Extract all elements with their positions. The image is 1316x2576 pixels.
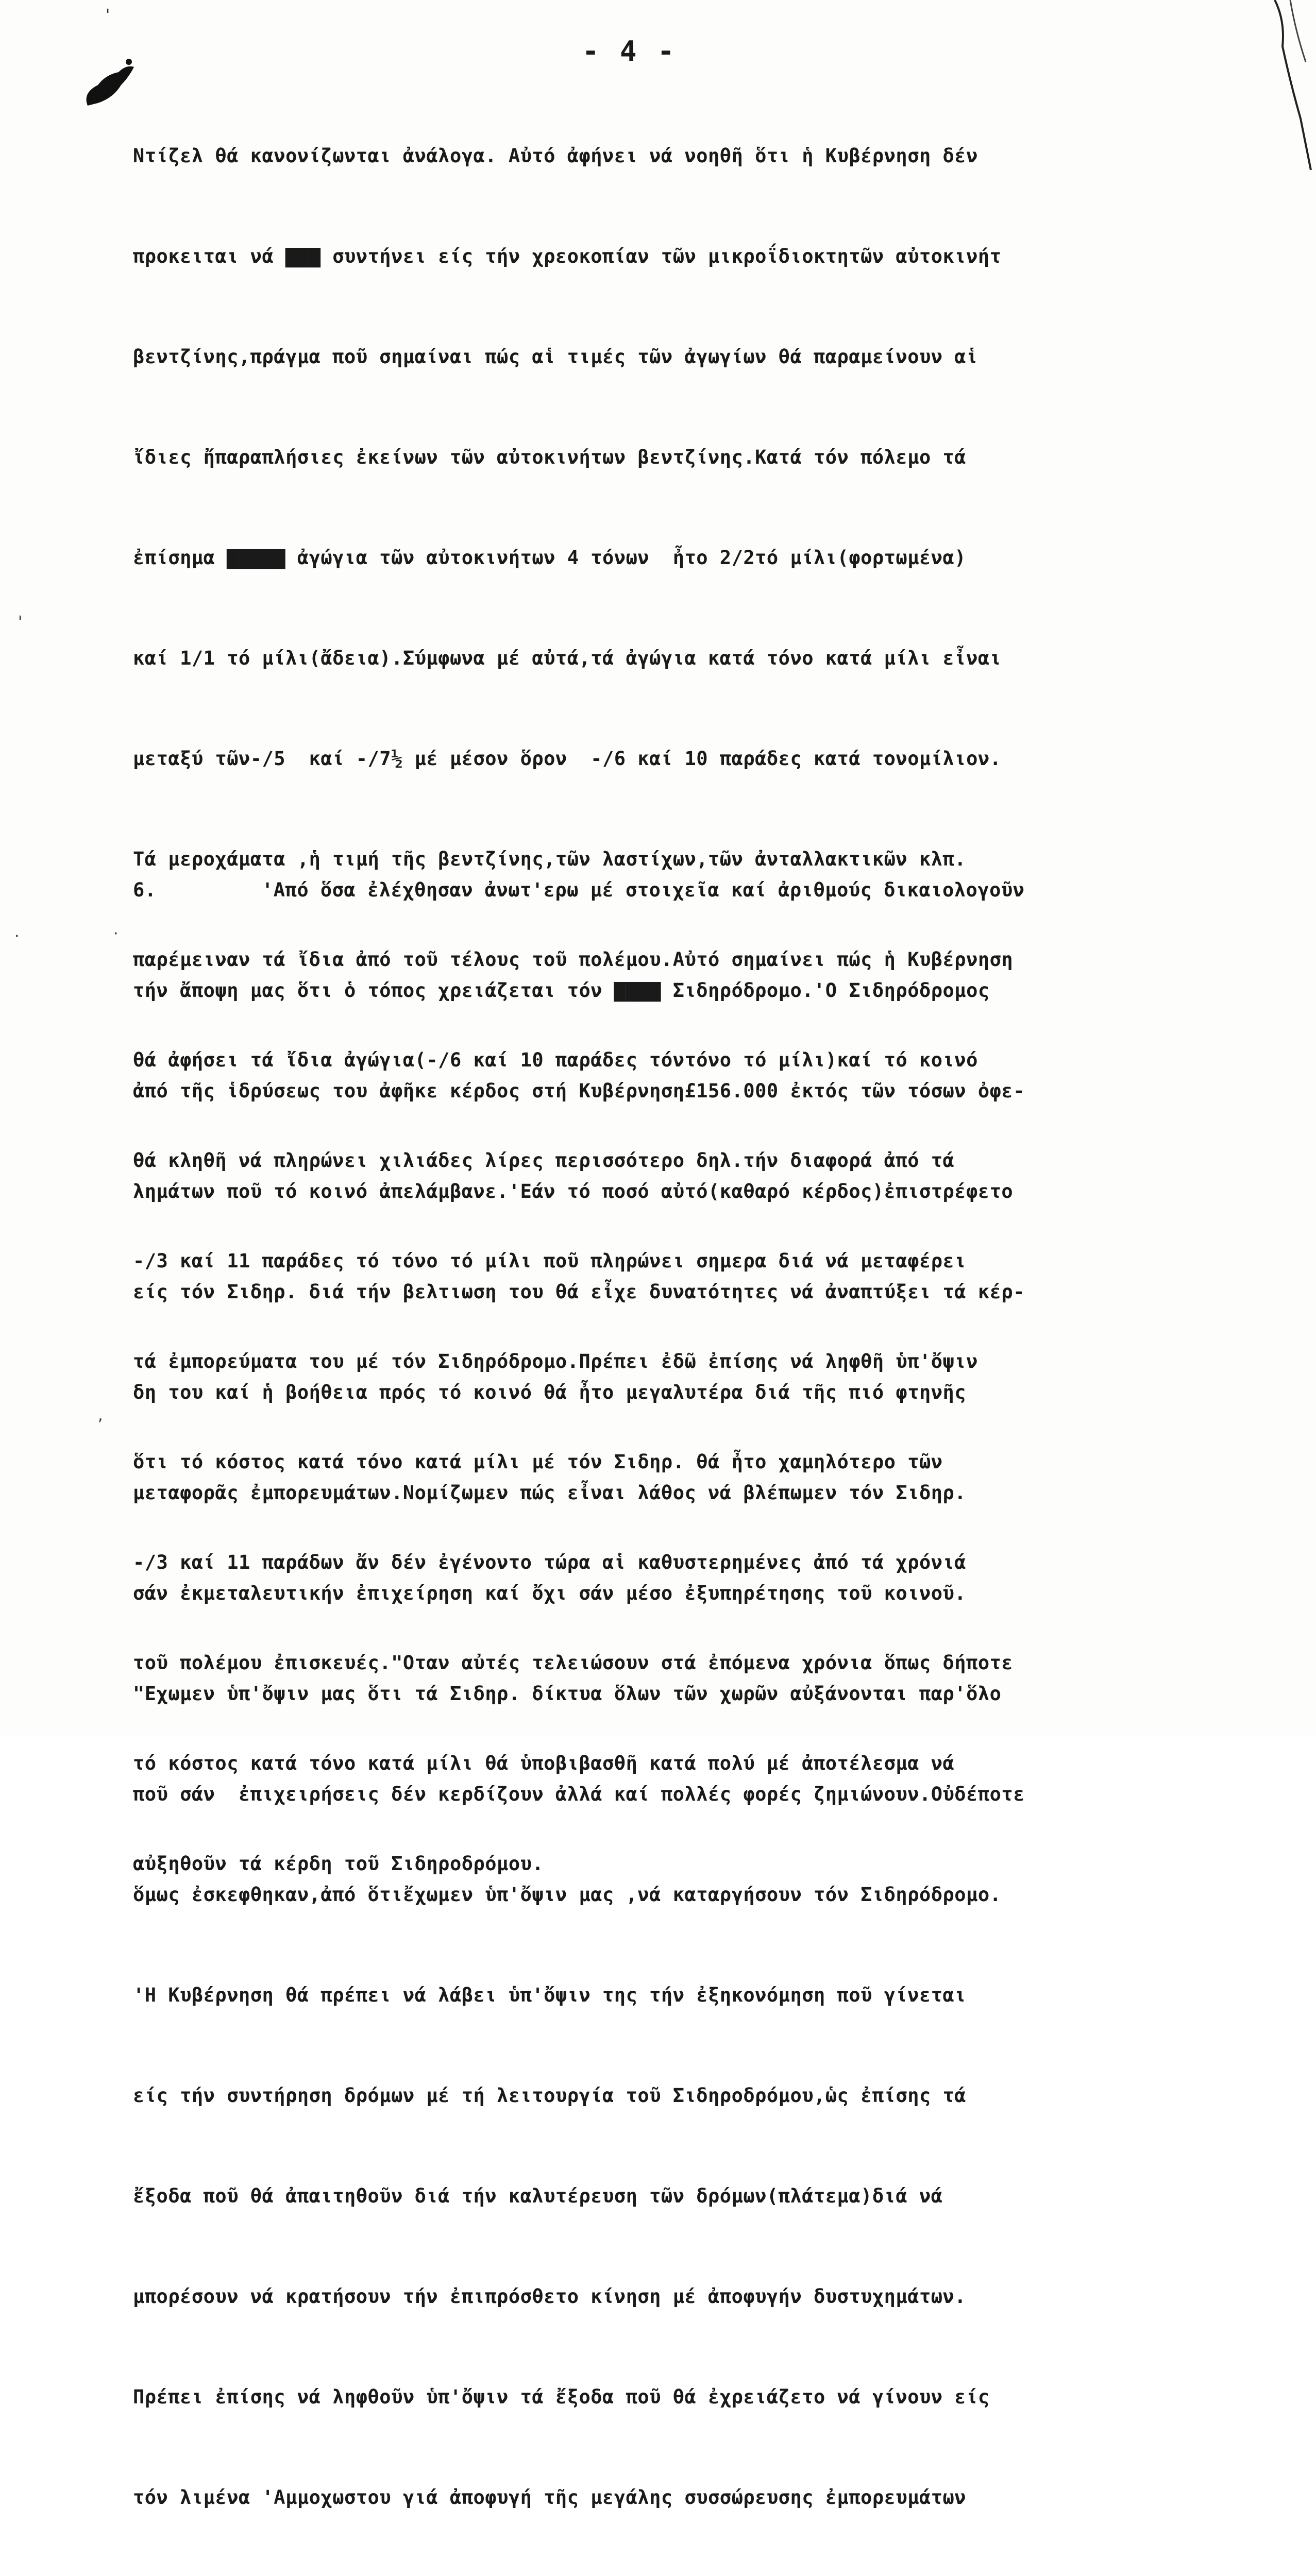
page-number: - 4 - <box>582 35 677 67</box>
text-line: τόν λιμένα 'Αμμοχωστου γιά ἀποφυγή τῆς μεγάλης συσσώρευσης ἐμπορευμάτων <box>133 2486 967 2509</box>
text-line: Πρέπει ἐπίσης νά ληφθοῦν ὑπ'ὄψιν τά ἔξοδα ποῦ θά ἐχρειάζετο νά γίνουν είς <box>133 2386 990 2408</box>
stray-mark: · <box>14 927 20 945</box>
stray-mark: · <box>113 925 119 943</box>
stray-mark: ' <box>18 613 23 631</box>
text-line: ἔξοδα ποῦ θά ἀπαιτηθοῦν διά τήν καλυτέρευση τῶν δρόμων(πλάτεμα)διά νά <box>133 2185 943 2207</box>
text-line: -/3 καί 11 παράδες τό τόνο τό μίλι ποῦ πληρώνει σημερα διά νά μεταφέρει <box>133 1250 967 1272</box>
text-line: μεταφορᾶς ἐμπορευμάτων.Νομίζωμεν πώς εἶναι λάθος νά βλέπωμεν τόν Σιδηρ. <box>133 1482 967 1504</box>
text-line: σάν ἐκμεταλευτικήν ἐπιχείρηση καί ὄχι σάν μέσο ἐξυπηρέτησης τοῦ κοινοῦ. <box>133 1582 967 1604</box>
text-line: είς τήν συντήρηση δρόμων μέ τή λειτουργία τοῦ Σιδηροδρόμου,ὡς ἐπίσης τά <box>133 2084 967 2107</box>
text-line: ἀπό τῆς ἱδρύσεως του ἀφῆκε κέρδος στή Κυβέρνηση£156.000 ἐκτός τῶν τόσων ὀφε- <box>133 1080 1025 1102</box>
text-line: βεντζίνης,πράγμα ποῦ σημαίναι πώς αἱ τιμές τῶν ἀγωγίων θά παραμείνουν αἱ <box>133 346 978 368</box>
text-line: δη του καί ἡ βοήθεια πρός τό κοινό θά ἦτο μεγαλυτέρα διά τῆς πιό φτηνῆς <box>133 1381 967 1403</box>
section-number: 6. <box>133 879 157 901</box>
text-line: θά κληθῆ νά πληρώνει χιλιάδες λίρες περισσότερο δηλ.τήν διαφορά ἀπό τά <box>133 1149 955 1172</box>
text-line: μεταξύ τῶν-/5 καί -/7½ μέ μέσον ὅρον -/6 καί 10 παράδες κατά τονομίλιον. <box>133 748 1002 770</box>
ink-blot-mark <box>77 57 139 113</box>
text-line: -/3 καί 11 παράδων ἄν δέν ἐγένοντο τώρα αἱ καθυστερημένες ἀπό τά χρόνιά <box>133 1551 967 1573</box>
text-line: προκειται νά ▇▇▇ συντήνει είς τήν χρεοκοπίαν τῶν μικροΐδιοκτητῶν αὐτοκινήτ <box>133 245 1002 267</box>
text-line: 'Η Κυβέρνηση θά πρέπει νά λάβει ὑπ'ὄψιν της τήν ἐξηκονόμηση ποῦ γίνεται <box>133 1984 967 2006</box>
text-line: ἐπίσημα ▇▇▇▇▇ ἀγώγια τῶν αὐτοκινήτων 4 τόνων ἦτο 2/2τό μίλι(φορτωμένα) <box>133 547 967 569</box>
text-line: καί 1/1 τό μίλι(ἄδεια).Σύμφωνα μέ αὐτά,τά ἀγώγια κατά τόνο κατά μίλι εἶναι <box>133 647 1002 669</box>
section-6-paragraph <box>133 806 1303 2576</box>
text-line: παρέμειναν τά ἴδια ἀπό τοῦ τέλους τοῦ πολέμου.Αὐτό σημαίνει πώς ἡ Κυβέρνηση <box>133 948 1014 971</box>
text-line: λημάτων ποῦ τό κοινό ἀπελάμβανε.'Εάν τό ποσό αὐτό(καθαρό κέρδος)ἐπιστρέφετο <box>133 1180 1014 1202</box>
stray-mark: ' <box>106 6 110 24</box>
text-line: ποῦ σάν ἐπιχειρήσεις δέν κερδίζουν ἀλλά καί πολλές φορές ζημιώνουν.Οὐδέποτε <box>133 1783 1025 1805</box>
text-line: Τά μεροχάματα ,ἡ τιμή τῆς βεντζίνης,τῶν λαστίχων,τῶν ἀνταλλακτικῶν κλπ. <box>133 848 967 870</box>
text-line: τά ἐμπορεύματα του μέ τόν Σιδηρόδρομο.Πρέπει ἐδῶ ἐπίσης νά ληφθῆ ὑπ'ὄψιν <box>133 1350 978 1372</box>
text-line: θά ἀφήσει τά ἴδια ἀγώγια(-/6 καί 10 παράδες τόντόνο τό μίλι)καί τό κοινό <box>133 1049 978 1071</box>
section-6-first-line <box>133 873 1303 907</box>
text-line: μπορέσουν νά κρατήσουν τήν ἐπιπρόσθετο κίνηση μέ ἀποφυγήν δυστυχημάτων. <box>133 2285 967 2308</box>
text-line: ἴδιες ἤπαραπλήσιες ἐκείνων τῶν αὐτοκινήτων βεντζίνης.Κατά τόν πόλεμο τά <box>133 446 967 468</box>
text-line: 'Από ὅσα ἐλέχθησαν ἀνωτ'ερω μέ στοιχεῖα καί ἀριθμούς δικαιολογοῦν <box>262 879 1025 901</box>
text-line: "Εχωμεν ὑπ'ὄψιν μας ὅτι τά Σιδηρ. δίκτυα ὅλων τῶν χωρῶν αὐξάνονται παρ'ὅλο <box>133 1683 1002 1705</box>
stray-mark: , <box>98 1406 103 1425</box>
text-line: ὅτι τό κόστος κατά τόνο κατά μίλι μέ τόν Σιδηρ. θά ἦτο χαμηλότερο τῶν <box>133 1451 943 1473</box>
text-line: τό κόστος κατά τόνο κατά μίλι θά ὑποβιβασθῆ κατά πολύ μέ ἀποτέλεσμα νά <box>133 1752 955 1774</box>
text-line: αὐξηθοῦν τά κέρδη τοῦ Σιδηροδρόμου. <box>133 1853 544 1875</box>
text-line: τήν ἄποψη μας ὅτι ὁ τόπος χρειάζεται τόν ▇▇▇▇ Σιδηρόδρομο.'Ο Σιδηρόδρομος <box>133 979 990 1002</box>
text-line: Ντίζελ θά κανονίζωνται ἀνάλογα. Αὐτό ἀφήνει νά νοηθῆ ὅτι ἡ Κυβέρνηση δέν <box>133 145 978 167</box>
text-line: ὅμως ἐσκεφθηκαν,ἀπό ὅτιἔχωμεν ὑπ'ὄψιν μας ,νά καταργήσουν τόν Σιδηρόδρομο. <box>133 1884 1002 1906</box>
text-line: τοῦ πολέμου ἐπισκευές."Οταν αὐτές τελειώσουν στά ἐπόμενα χρόνια ὅπως δήποτε <box>133 1652 1014 1674</box>
text-line: είς τόν Σιδηρ. διά τήν βελτιωση του θά εἶχε δυνατότητες νά ἀναπτύξει τά κέρ- <box>133 1281 1025 1303</box>
